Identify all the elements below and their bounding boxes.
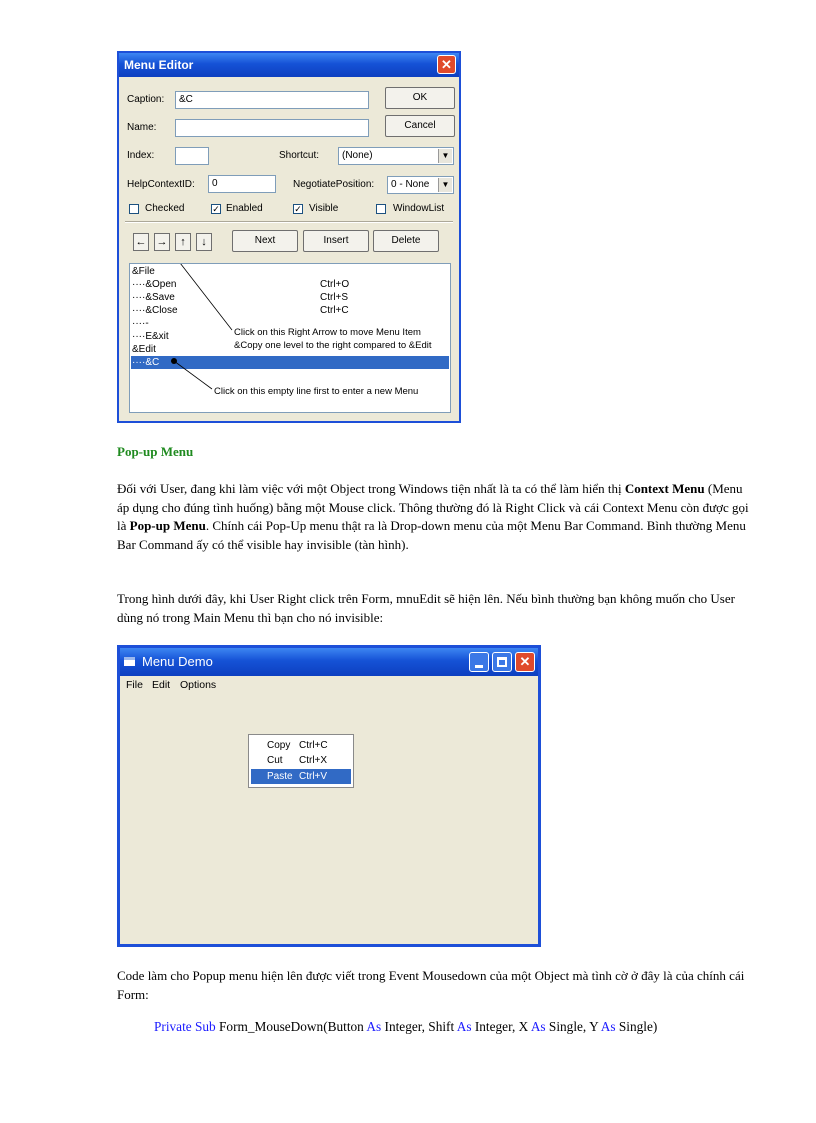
paragraph-code-intro: Code làm cho Popup menu hiện lên được viết trong Event Mousedown của một Object mà tình cờ ở đây là của chính cái Form: [117, 968, 745, 1002]
app-icon [124, 657, 135, 666]
enabled-label: Enabled [226, 203, 263, 214]
checked-label: Checked [145, 203, 185, 214]
next-button[interactable]: Next [232, 230, 298, 252]
context-item-copy[interactable]: Copy Ctrl+C [267, 740, 328, 751]
menu-edit[interactable]: Edit [152, 679, 171, 691]
context-menu [248, 734, 354, 788]
negotiateposition-value: 0 - None [391, 179, 430, 190]
insert-button[interactable]: Insert [303, 230, 369, 252]
visible-checkbox[interactable]: ✓ [294, 204, 302, 214]
annotation-note: Click on this empty line first to enter a new Menu [214, 386, 419, 397]
checked-checkbox[interactable] [129, 204, 139, 214]
index-label: Index: [127, 150, 155, 161]
visible-label: Visible [309, 203, 339, 214]
windowlist-label: WindowList [393, 203, 445, 214]
up-arrow-icon[interactable]: ↑ [175, 233, 191, 251]
negotiateposition-combo[interactable] [387, 176, 454, 194]
ok-button[interactable]: OK [385, 87, 455, 109]
menu-options[interactable]: Options [180, 679, 217, 691]
list-item[interactable]: &Edit [132, 344, 156, 355]
close-icon[interactable]: ✕ [515, 652, 535, 672]
menu-demo-title: Menu Demo [120, 648, 538, 676]
list-item[interactable]: ····&Open Ctrl+O [132, 279, 350, 290]
context-item-cut[interactable]: Cut Ctrl+X [267, 755, 328, 766]
context-item-paste[interactable]: Paste Ctrl+V [251, 769, 351, 784]
minimize-icon[interactable] [469, 652, 489, 672]
delete-button[interactable]: Delete [373, 230, 439, 252]
paragraph-intro: Đối với User, đang khi làm việc với một Object trong Windows tiện nhất là ta có thể làm hiển thị Context Menu (Menu áp dụng cho đúng tình huống) bằng một Mouse click. Thông thường đó là Right Click và cái Context Menu còn được gọi là Pop-up Menu. Chính cái Pop-Up menu thật ra là Drop-down menu của một Menu Bar Command. Bình thường Menu Bar Command ấy có thể visible hay invisible (tàn hình). [117, 481, 749, 552]
caption-label: Caption: [127, 94, 165, 105]
shortcut-combo[interactable] [338, 147, 454, 165]
annotation-note: &Copy one level to the right compared to &Edit [234, 340, 432, 351]
right-arrow-icon[interactable]: → [154, 233, 170, 251]
list-item[interactable]: ····- [132, 318, 149, 329]
helpcontextid-input[interactable]: 0 [208, 175, 276, 193]
maximize-icon[interactable] [492, 652, 512, 672]
chevron-down-icon[interactable]: ▼ [438, 178, 452, 192]
menu-demo-window [117, 645, 541, 947]
name-label: Name: [127, 122, 157, 133]
divider [125, 221, 453, 223]
close-icon[interactable]: ✕ [437, 55, 456, 74]
chevron-down-icon[interactable]: ▼ [438, 149, 452, 163]
menu-file[interactable]: File [126, 679, 143, 691]
paragraph-figure-intro: Trong hình dưới đây, khi User Right click trên Form, mnuEdit sẽ hiện lên. Nếu bình thường bạn không muốn cho User dùng nó trong Main Menu thì bạn cho nó invisible: [117, 591, 735, 625]
list-item[interactable]: &File [132, 266, 155, 277]
enabled-checkbox[interactable]: ✓ [212, 204, 220, 214]
index-input[interactable] [175, 147, 209, 165]
windowlist-checkbox[interactable] [376, 204, 386, 214]
cancel-button[interactable]: Cancel [385, 115, 455, 137]
section-heading: Pop-up Menu [117, 444, 194, 459]
down-arrow-icon[interactable]: ↓ [196, 233, 212, 251]
shortcut-label: Shortcut: [279, 150, 320, 161]
helpcontextid-label: HelpContextID: [127, 179, 195, 190]
menu-editor-window [117, 51, 461, 423]
annotation-lines [130, 264, 450, 412]
name-input[interactable] [175, 119, 369, 137]
list-item[interactable]: ····E&xit [132, 331, 169, 342]
shortcut-value: (None) [342, 150, 373, 161]
code-line: Private Sub Form_MouseDown(Button As Integer, Shift As Integer, X As Single, Y As Single) [154, 1019, 658, 1034]
list-item[interactable]: ····&Close Ctrl+C [132, 305, 349, 316]
annotation-note: Click on this Right Arrow to move Menu Item [234, 327, 421, 338]
menu-editor-title: Menu Editor [119, 53, 459, 77]
negotiateposition-label: NegotiatePosition: [293, 179, 375, 190]
caption-input[interactable]: &C [175, 91, 369, 109]
list-item-selected[interactable]: ····&C [131, 356, 449, 369]
left-arrow-icon[interactable]: ← [133, 233, 149, 251]
menu-items-list[interactable] [129, 263, 451, 413]
list-item[interactable]: ····&Save Ctrl+S [132, 292, 349, 303]
